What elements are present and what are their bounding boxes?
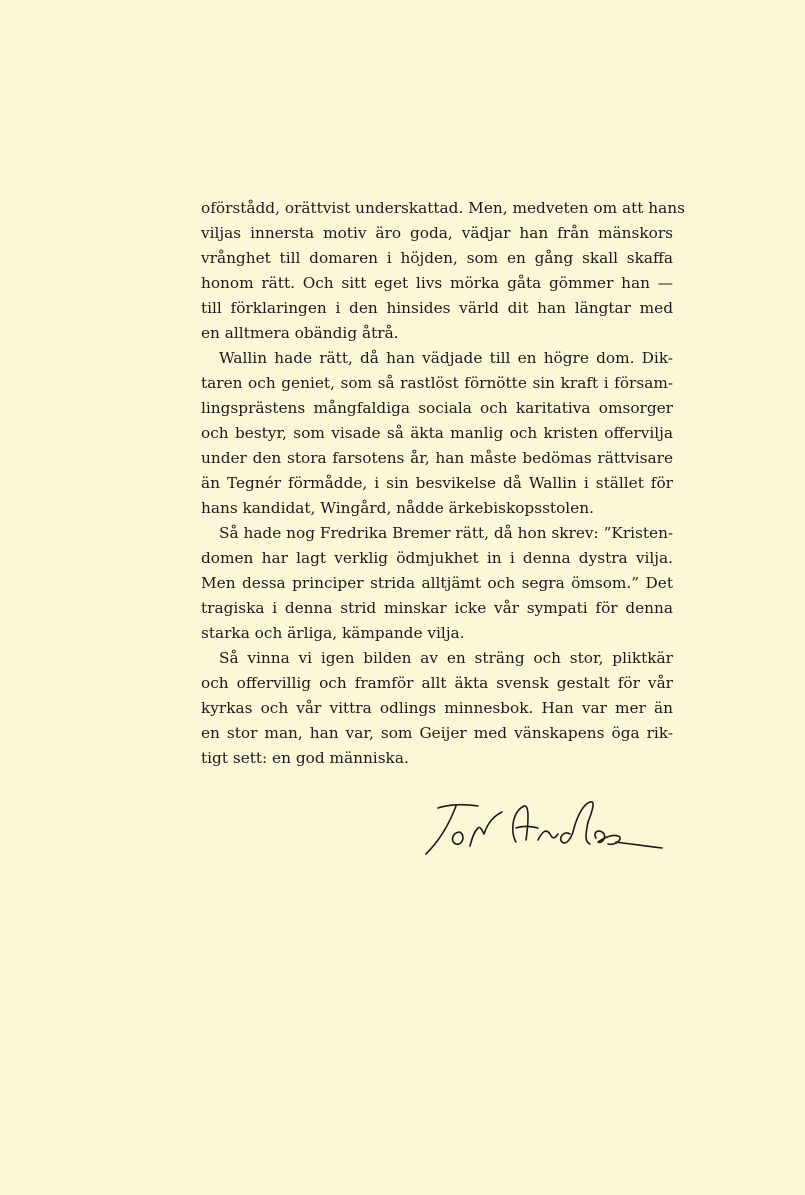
handwritten-signature	[420, 798, 665, 858]
text-line: än Tegnér förmådde, i sin besvikelse då Wallin i stället för	[201, 474, 673, 492]
text-line: en stor man, han var, som Geijer med vänskapens öga rik-	[201, 724, 673, 742]
body-text	[201, 196, 685, 771]
text-line: under den stora farsotens år, han måste bedömas rättvisare	[201, 449, 673, 467]
text-line: till förklaringen i den hinsides värld dit han längtar med	[201, 299, 673, 317]
text-line: tigt sett: en god människa.	[201, 749, 409, 767]
text-line: oförstådd, orättvist underskattad. Men, medveten om att hans	[201, 199, 685, 217]
text-line: taren och geniet, som så rastlöst förnötte sin kraft i försam-	[201, 374, 673, 392]
text-line: hans kandidat, Wingård, nådde ärkebiskopsstolen.	[201, 499, 594, 517]
text-line: Så hade nog Fredrika Bremer rätt, då hon skrev: ”Kristen-	[219, 524, 674, 542]
text-line: Så vinna vi igen bilden av en sträng och stor, pliktkär	[219, 649, 673, 667]
text-line: vrånghet till domaren i höjden, som en gång skall skaffa	[201, 249, 673, 267]
paragraph-2	[201, 346, 673, 521]
text-line: Wallin hade rätt, då han vädjade till en högre dom. Dik-	[219, 349, 673, 367]
text-line: domen har lagt verklig ödmjukhet in i denna dystra vilja.	[201, 549, 673, 567]
paragraph-4	[201, 646, 673, 771]
text-line: en alltmera obändig åtrå.	[201, 324, 399, 342]
paragraph-3	[201, 521, 673, 646]
text-line: honom rätt. Och sitt eget livs mörka gåta gömmer han —	[201, 274, 673, 292]
text-line: Men dessa principer strida alltjämt och segra ömsom.” Det	[201, 574, 673, 592]
text-line: starka och ärliga, kämpande vilja.	[201, 624, 465, 642]
text-line: tragiska i denna strid minskar icke vår sympati för denna	[201, 599, 673, 617]
text-line: och bestyr, som visade så äkta manlig och kristen offervilja	[201, 424, 673, 442]
text-line: viljas innersta motiv äro goda, vädjar han från mänskors	[201, 224, 673, 242]
text-line: och offervillig och framför allt äkta svensk gestalt för vår	[201, 674, 673, 692]
text-line: kyrkas och vår vittra odlings minnesbok. Han var mer än	[201, 699, 673, 717]
paragraph-1	[201, 196, 685, 346]
text-line: lingsprästens mångfaldiga sociala och karitativa omsorger	[201, 399, 673, 417]
